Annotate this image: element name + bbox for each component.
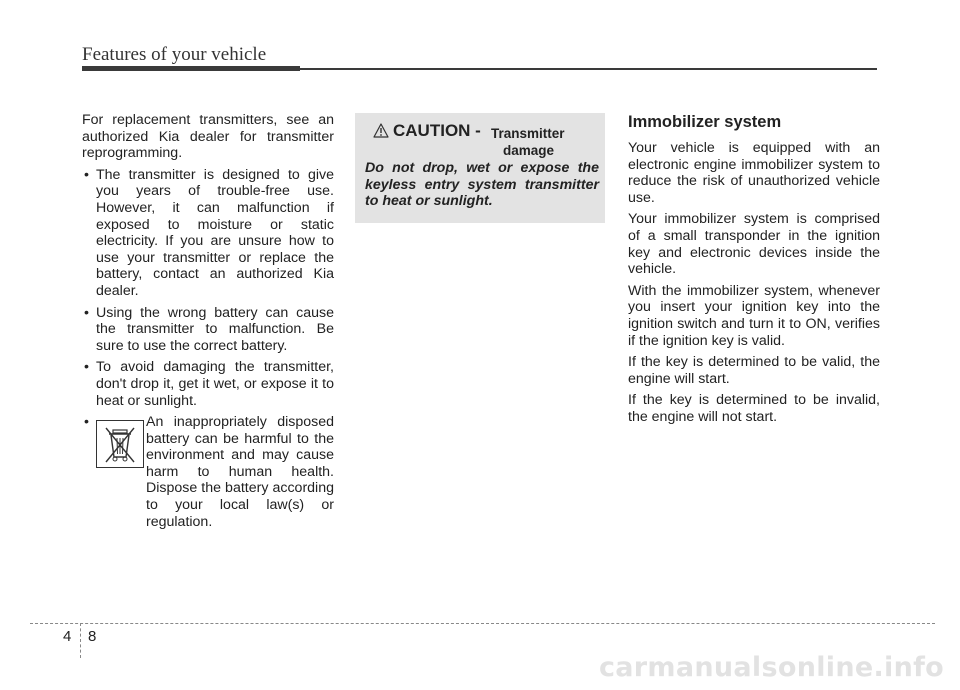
paragraph: With the immobilizer system, whenever you insert your ignition key into the ignition switch and turn it to ON, verifies if the ignition key is valid. <box>628 282 880 349</box>
intro-text: For replacement transmitters, see an authorized Kia dealer for transmitter reprogramming. <box>82 112 334 162</box>
paragraph: If the key is determined to be valid, the engine will start. <box>628 354 880 387</box>
battery-disposal-item <box>82 414 334 530</box>
bullet-dot: • <box>84 414 89 431</box>
bullet-dot: • <box>84 359 89 376</box>
battery-disposal-text: An inappropriately disposed battery can be harmful to the environment and may cause harm to human health. Dispose the battery according to your local law(s) or regulation. <box>146 414 334 530</box>
header-rule-thick <box>82 66 300 71</box>
caution-body: Do not drop, wet or expose the keyless entry system transmitter to heat or sunlight. <box>365 160 599 210</box>
paragraph: Your immobilizer system is comprised of a small transponder in the ignition key and electronic devices inside the vehicle. <box>628 211 880 278</box>
bullet-text: Using the wrong battery can cause the transmitter to malfunction. Be sure to use the correct battery. <box>96 304 334 354</box>
watermark: carmanualsonline.info <box>598 652 944 683</box>
header-title: Features of your vehicle <box>82 44 267 65</box>
header-rule-thin <box>300 68 877 70</box>
footer-rule <box>30 623 935 624</box>
bullet-dot: • <box>84 304 89 321</box>
bullet-item <box>82 167 334 300</box>
paragraph: Your vehicle is equipped with an electronic engine immobilizer system to reduce the risk of unauthorized vehicle use. <box>628 140 880 206</box>
right-column <box>628 112 880 431</box>
bullet-text: The transmitter is designed to give you years of trouble-free use. However, it can malfunction if exposed to moisture or static electricity. If you are unsure how to use your transmitter or replace the battery, contact an authorized Kia dealer. <box>96 166 334 299</box>
left-column <box>82 112 334 530</box>
warning-triangle-icon <box>373 123 389 138</box>
bullet-dot: • <box>84 166 89 183</box>
page-number-separator <box>80 623 81 658</box>
section-heading: Immobilizer system <box>628 113 782 131</box>
caution-box <box>355 113 605 223</box>
caution-title: CAUTION - <box>393 121 481 140</box>
page-number: 8 <box>88 628 97 645</box>
crossed-out-bin-icon <box>96 420 144 468</box>
paragraph: If the key is determined to be invalid, the engine will not start. <box>628 392 880 425</box>
chapter-number: 4 <box>63 628 72 645</box>
caution-subtitle-line2: damage <box>503 143 555 158</box>
bullet-text: To avoid damaging the transmitter, don't drop it, get it wet, or expose it to heat or sunlight. <box>96 359 334 409</box>
bullet-item <box>82 359 334 409</box>
caution-subtitle: Transmitter <box>491 126 565 141</box>
bullet-item <box>82 305 334 355</box>
